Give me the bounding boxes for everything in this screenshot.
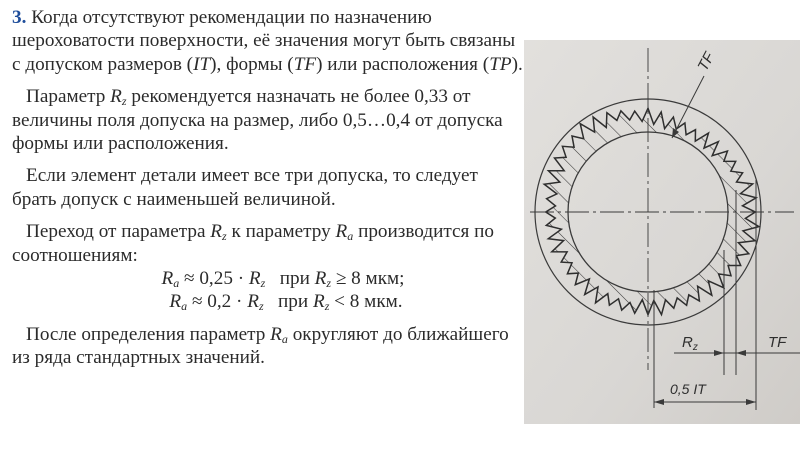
paragraph-ra-rounding: После определения параметр $R_a$ округляют до ближайшего из ряда стандартных значений. [12,323,509,369]
label-rz: $R_z$ [682,334,698,353]
formula-rz-lt-8: $R_a \approx 0,2 \cdot R_z$ при $R_z < 8$ мкм. [169,291,403,314]
item-number: 3. [12,7,27,28]
label-tf-right: TF [768,334,787,351]
paragraph-rz-to-ra: Переход от параметра $R_z$ к параметру $R_a$ производится по соотношениям: [12,221,494,266]
paragraph-tolerance-intro: 3. Когда отсутствуют рекомендации по назначению шероховатости поверхности, её значения могут быть связаны с допуском размеров (IT), формы (TF) или расположения (TP). [12,7,523,75]
paragraph-three-tolerances: Если элемент детали имеет все три допуска, то следует брать допуск с наименьшей величиной. [12,165,478,210]
label-half-it: 0,5 IT [670,381,706,397]
label-tf-top: TF [694,49,719,74]
formula-rz-ge-8: $R_a \approx 0,25 \cdot R_z$ при $R_z \ge 8$ мкм; [161,268,405,291]
roughness-tolerance-figure [524,40,800,424]
lecture-text [12,6,524,370]
paragraph-rz-recommendation: Параметр $R_z$ рекомендуется назначать не более 0,33 от величины поля допуска на размер, либо 0,5…0,4 от допуска формы или расположения. [12,86,503,155]
